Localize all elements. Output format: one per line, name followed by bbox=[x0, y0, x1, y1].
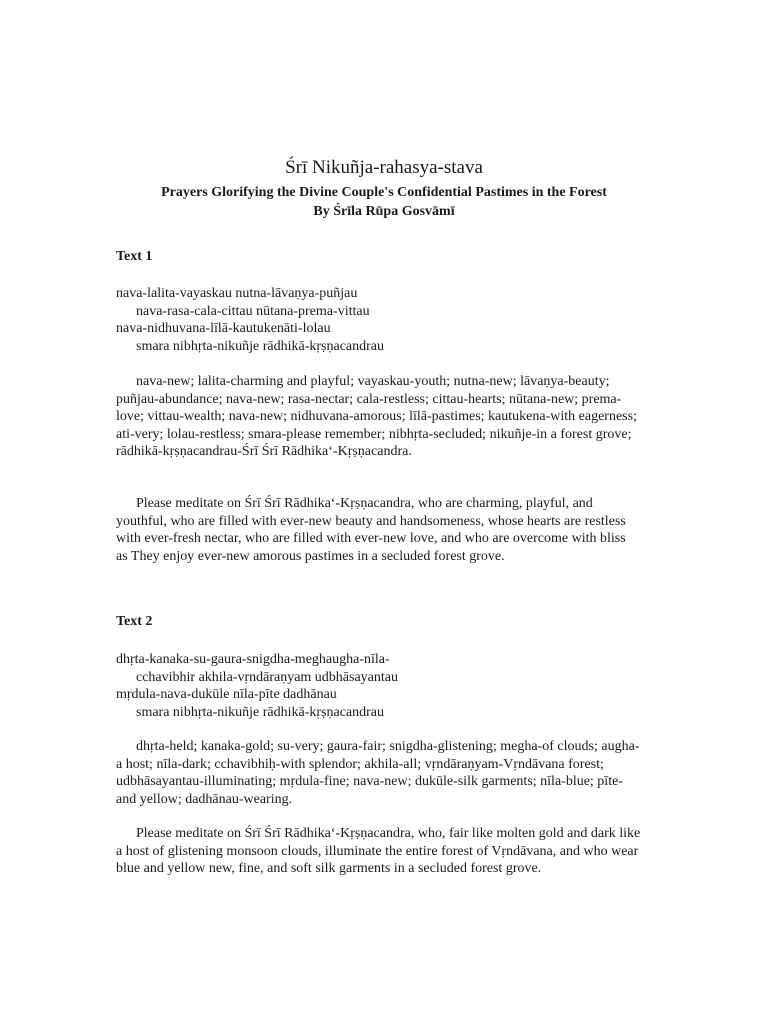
translation-paragraph: Please meditate on Śrī Śrī Rādhika‘-Kṛṣṇacandra, who, fair like molten gold and dark like a host of glistening monsoon clouds, illuminate the entire forest of Vṛndāvana, and who wear blue and yellow new, fine, and soft silk garments in a secluded forest grove. bbox=[116, 826, 641, 876]
verse-line: nava-nidhuvana-līlā-kautukenāti-lolau bbox=[116, 321, 331, 336]
synonyms-paragraph: dhṛta-held; kanaka-gold; su-very; gaura-fair; snigdha-glistening; megha-of clouds; augha-a host; nīla-dark; cchavibhiḥ-with splendor; akhila-all; vṛndāraṇyam-Vṛndāvana forest; udbhāsayantau-illuminating; mṛdula-fine; nava-new; dukūle-silk garments; nīla-blue; pīte-and yellow; dadhānau-wearing. bbox=[116, 739, 640, 807]
translation-paragraph: Please meditate on Śrī Śrī Rādhika‘-Kṛṣṇacandra, who are charming, playful, and youthful, who are filled with ever-new beauty and handsomeness, whose hearts are restless with ever-fresh nectar, who are filled with ever-new love, and who are overcome with bliss as They enjoy ever-new amorous pastimes in a secluded forest grove. bbox=[116, 496, 626, 564]
text-1-synonyms bbox=[116, 373, 646, 461]
synonyms-paragraph: nava-new; lalita-charming and playful; vayaskau-youth; nutna-new; lāvaṇya-beauty; puñjau-abundance; nava-new; rasa-nectar; cala-restless; cittau-hearts; nūtana-new; prema-love; vittau-wealth; nava-new; nidhuvana-amorous; līlā-pastimes; kautukena-with eagerness; ati-very; lolau-restless; smara-please remember; nibhṛta-secluded; nikuñje-in a forest grove; rādhikā-kṛṣṇacandrau-Śrī Śrī Rādhika‘-Kṛṣṇacandra. bbox=[116, 374, 637, 459]
verse-line: smara nibhṛta-nikuñje rādhikā-kṛṣṇacandrau bbox=[136, 704, 385, 720]
document-byline: By Śrīla Rūpa Gosvāmī bbox=[313, 204, 455, 219]
verse-line: cchavibhir akhila-vṛndāraṇyam udbhāsayantau bbox=[136, 669, 399, 685]
document-header bbox=[0, 156, 768, 221]
text-2-translation bbox=[116, 825, 641, 878]
text-1-section bbox=[116, 248, 656, 266]
document-subtitle: Prayers Glorifying the Divine Couple's Confidential Pastimes in the Forest bbox=[161, 185, 607, 200]
text-heading: Text 1 bbox=[116, 249, 153, 264]
verse-line: nava-rasa-cala-cittau nūtana-prema-vittau bbox=[136, 303, 370, 319]
text-1-translation bbox=[116, 495, 636, 565]
text-2-section bbox=[116, 613, 656, 631]
verse-line: dhṛta-kanaka-su-gaura-snigdha-meghaugha-nīla- bbox=[116, 652, 390, 667]
verse-line: nava-lalita-vayaskau nutna-lāvaṇya-puñjau bbox=[116, 286, 358, 301]
text-2-verse bbox=[116, 651, 656, 721]
text-2-synonyms bbox=[116, 738, 641, 808]
text-1-verse bbox=[116, 285, 656, 355]
verse-line: smara nibhṛta-nikuñje rādhikā-kṛṣṇacandrau bbox=[136, 338, 385, 354]
document-title: Śrī Nikuñja-rahasya-stava bbox=[285, 157, 483, 178]
verse-line: mṛdula-nava-dukūle nīla-pīte dadhānau bbox=[116, 687, 337, 702]
text-heading: Text 2 bbox=[116, 614, 153, 629]
